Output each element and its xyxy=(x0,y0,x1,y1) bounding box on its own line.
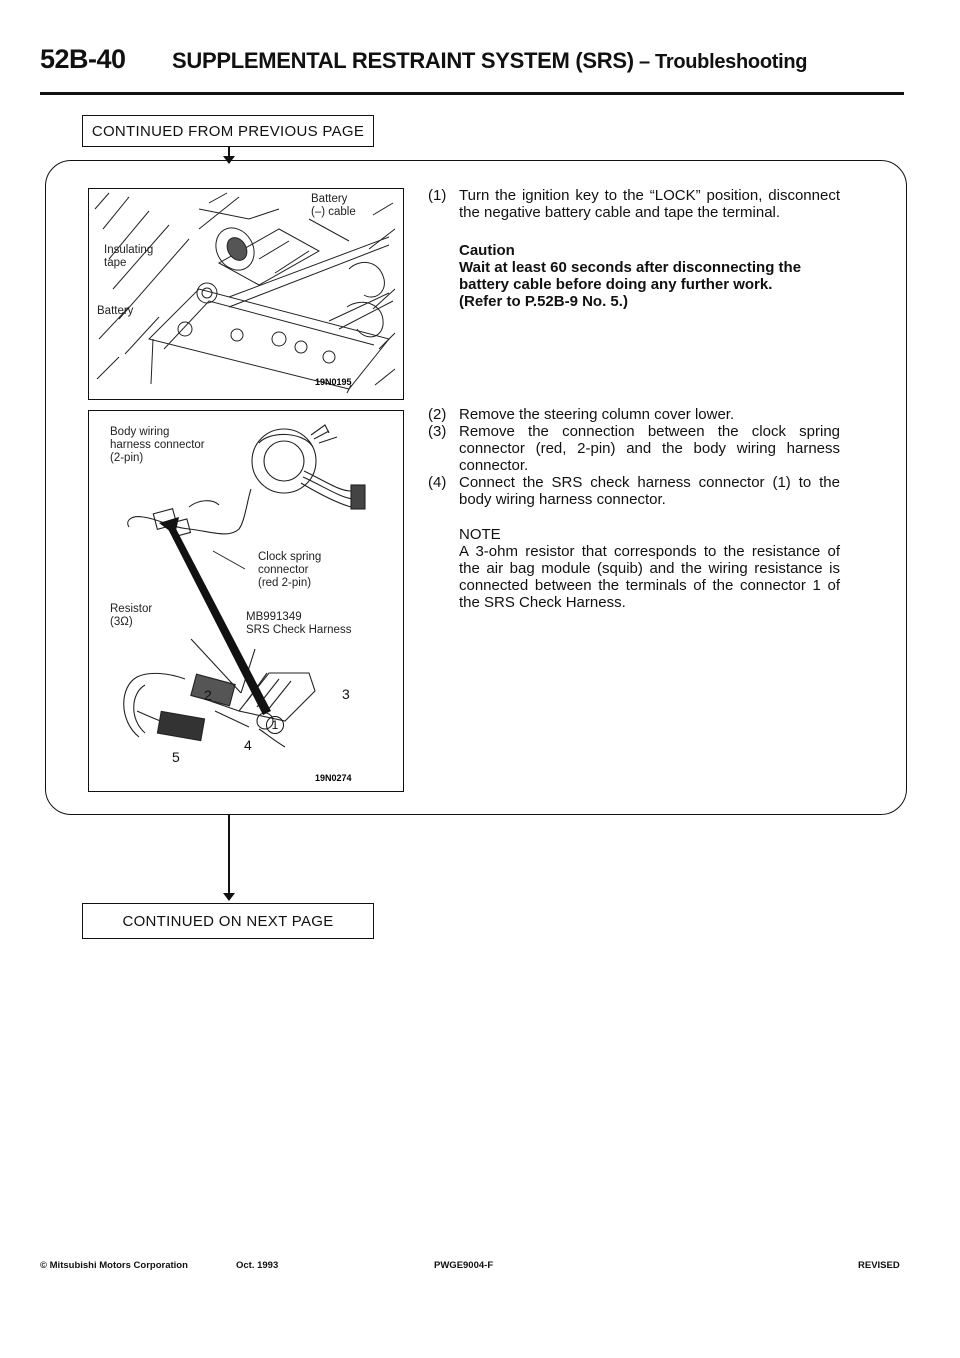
note-block xyxy=(459,526,840,611)
step-2: (2) Remove the steering column cover lower. xyxy=(428,406,735,423)
flow-arrow-bottom-icon xyxy=(223,893,235,901)
figure1-code: 19N0195 xyxy=(315,377,352,387)
label-battery-cable: Battery (–) cable xyxy=(311,193,356,218)
callout-4: 4 xyxy=(244,737,252,753)
step-4: (4) Connect the SRS check harness connector (1) to the body wiring harness connector. xyxy=(428,474,840,508)
step-3: (3) Remove the connection between the clock spring connector (red, 2-pin) and the body wiring harness connector. xyxy=(428,423,840,474)
page-title-sub: – Troubleshooting xyxy=(633,51,808,73)
harness-figure xyxy=(88,410,404,792)
caution-text: Wait at least 60 seconds after disconnecting the battery cable before doing any further work. xyxy=(459,259,802,293)
label-clock-spring-connector: Clock spring connector (red 2-pin) xyxy=(258,551,322,589)
footer-doc-code: PWGE9004-F xyxy=(434,1260,494,1271)
continued-from-box: CONTINUED FROM PREVIOUS PAGE xyxy=(82,115,374,147)
callout-3: 3 xyxy=(342,686,350,702)
label-srs-check-harness: MB991349 SRS Check Harness xyxy=(246,611,352,636)
header-rule xyxy=(40,92,904,95)
label-battery: Battery xyxy=(97,305,134,317)
callout-2: 2 xyxy=(204,687,212,703)
label-body-wiring-connector: Body wiring harness connector (2-pin) xyxy=(110,426,205,464)
caution-block xyxy=(459,242,840,310)
footer-status: REVISED xyxy=(858,1260,900,1271)
figure2-code: 19N0274 xyxy=(315,773,352,783)
caution-ref: (Refer to P.52B-9 No. 5.) xyxy=(459,293,628,310)
page-title-main: SUPPLEMENTAL RESTRAINT SYSTEM (SRS) xyxy=(172,48,634,73)
footer-copyright: © Mitsubishi Motors Corporation xyxy=(40,1260,188,1271)
battery-illustration xyxy=(89,189,402,398)
harness-illustration xyxy=(89,411,402,790)
label-resistor: Resistor (3Ω) xyxy=(110,603,153,628)
page-title xyxy=(172,48,807,74)
note-text: A 3-ohm resistor that corresponds to the resistance of the air bag module (squib) and the wiring resistance is connected between the terminals of the connector 1 of the SRS Check Harness. xyxy=(459,543,840,611)
callout-1: 1 xyxy=(266,716,284,734)
footer-date: Oct. 1993 xyxy=(236,1260,279,1271)
note-heading: NOTE xyxy=(459,526,501,543)
caution-heading: Caution xyxy=(459,242,515,259)
battery-figure xyxy=(88,188,404,400)
callout-5: 5 xyxy=(172,749,180,765)
label-insulating-tape: Insulating tape xyxy=(104,244,154,269)
flow-connector-bottom xyxy=(228,815,230,898)
page-number: 52B-40 xyxy=(40,44,126,74)
step-1: (1) Turn the ignition key to the “LOCK” position, disconnect the negative battery cable and tape the terminal. xyxy=(428,187,840,221)
continued-on-box: CONTINUED ON NEXT PAGE xyxy=(82,903,374,939)
